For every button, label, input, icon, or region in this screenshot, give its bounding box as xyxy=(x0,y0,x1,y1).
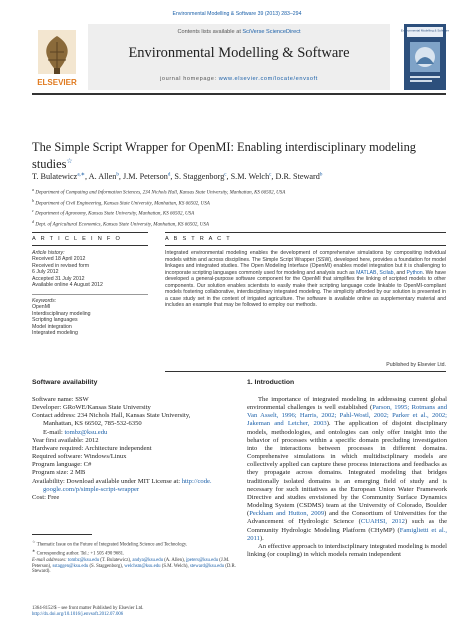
journal-header xyxy=(32,24,450,90)
elsevier-logo xyxy=(32,28,82,90)
citation-link[interactable]: Famiglietti et al., 2011 xyxy=(247,526,447,542)
journal-reference[interactable]: Environmental Modelling & Software 39 (2013) 283–294 xyxy=(172,11,302,17)
author: S.M. Welch$^c$, xyxy=(230,171,276,181)
keyword: OpenMI xyxy=(32,304,51,311)
keyword: Interdisciplinary modeling xyxy=(32,310,91,317)
author: S. Staggenborg$^c$, xyxy=(174,171,231,181)
keywords xyxy=(32,298,150,336)
contents-line: Contents lists available at SciVerse ScienceDirect xyxy=(177,29,301,35)
keywords-heading: Keywords: xyxy=(32,298,57,304)
keyword: Model integration xyxy=(32,323,72,330)
abstract-heading: A B S T R A C T xyxy=(165,236,232,242)
python-link[interactable]: Python xyxy=(406,269,423,276)
affiliation: $^c$ Department of Agronomy, Kansas State University, Manhattan, KS 66502, USA xyxy=(32,208,195,217)
header-rule xyxy=(32,93,446,95)
contact-email-link[interactable]: tombz@ksu.edu xyxy=(64,428,108,436)
article-title: The Simple Script Wrapper for OpenMI: Enabling interdisciplinary modeling studies☆ xyxy=(32,140,416,172)
intro-paragraph-1: The importance of integrated modeling in addressing current global environmental challenges is well established (Parson, 1995; Rotmans and Van Asselt, 1996; Harris, 2002; Pahl-Wostl, 2002; Parker et al., 2002; Jakeman and Letcher, 2003). The application of disjoint disciplinary models, methodologies, and ontologies can only offer insight into the behavior of processes within a specific domain precluding investigation into the interactions between processes in different domains. Comprehensive simulations in which multidisciplinary models are collectively applied can capture these process interactions and feedbacks as they propagate across domains. Integrated modeling that bridges traditionally isolated domains is an emerging field of study and is necessary for such initiatives as the European Union Water Framework Directive and studies envisioned by the Community Surface Dynamics Modeling System (CSDMS) team at the University of Colorado, Boulder (Peckham and Hutton, 2009) and the Consortium of Universities for the Advancement of Hydrologic Science (CUAHSI, 2012) such as the Community Hydrologic Modeling Platform (CHyMP) (Famiglietti et al., 2011). xyxy=(247,396,448,542)
download-link[interactable]: http://code. xyxy=(181,477,212,485)
citation-link[interactable]: Parson, 1995; Rotmans and Van Asselt, 1996; Harris, 2002; Pahl-Wostl, 2002; Parker et al., 2002; Jakeman and Letcher, 2003 xyxy=(247,404,447,428)
author: D.R. Steward$^b$ xyxy=(275,171,323,181)
publisher-wordmark: ELSEVIER xyxy=(37,78,77,87)
keyword: Scripting languages xyxy=(32,317,78,324)
affiliation: $^a$ Department of Computing and Information Sciences, 234 Nichols Hall, Kansas State University, Manhattan, KS 66502, USA xyxy=(32,187,286,196)
author: J.M. Peterson$^d$, xyxy=(123,171,175,181)
keywords-rule xyxy=(32,294,148,295)
footnote-rule xyxy=(32,534,92,535)
abstract-rule-2 xyxy=(165,245,446,246)
intro-paragraph-2: An effective approach to interdisciplinary integrated modeling is model linking (or coupling) in which models remain independent xyxy=(247,542,447,558)
affiliations xyxy=(32,186,446,229)
author: T. Bulatewicz$^{a,∗}$, xyxy=(32,171,89,181)
article-info-heading: A R T I C L E I N F O xyxy=(32,236,122,242)
author-list xyxy=(32,171,446,181)
author: A. Allen$^b$, xyxy=(88,171,123,181)
journal-title: Environmental Modelling & Software xyxy=(128,45,350,61)
sciencedirect-link[interactable]: SciVerse ScienceDirect xyxy=(242,29,301,35)
email-footnote: E-mail addresses: tombz@ksu.edu (T. Bulatewicz), andya@ksu.edu (A. Allen), jpeters@ksu.edu (J.M. Peterson), sstaggen@ksu.edu (S. Staggenborg), welchsm@ksu.edu (S.M. Welch), steward@ksu.edu (D.R. Steward). xyxy=(32,557,236,575)
copyright-line: Published by Elsevier Ltd. xyxy=(386,362,446,368)
abstract-body: Integrated environmental modeling enables the development of comprehensive simulations by compositing individual models within and across disciplines. The Simple Script Wrapper (SSW), developed here, provides a foundation for model linkages and integrated studies. The Open Modeling Interface (OpenMI) enables model integration but it is challenging to incorporate scripting languages commonly used for modeling and analysis such as MATLAB, Scilab, and Python. We have developed a general-purpose software component for the OpenMI that simplifies the linking of scripted models to other components. Our solution enables scientists to easily make their scripting language code linkable to OpenMI-compliant models fostering collaborative, interdisciplinary integrated modeling. The simplicity afforded by our solution is presented in a case study set in the context of irrigated agriculture. The software is available online as supplementary material and includes an example that may be followed to employ our methods. xyxy=(165,250,447,308)
citation-link[interactable]: Peckham and Hutton, 2009 xyxy=(249,510,325,518)
issn-line: 1364-8152/$ – see front matter Published by Elsevier Ltd. xyxy=(32,606,144,611)
doi-link[interactable]: http://dx.doi.org/10.1016/j.envsoft.2012.07.006 xyxy=(32,611,124,617)
issn-doi-block xyxy=(32,606,292,618)
introduction-body xyxy=(247,396,447,559)
homepage-line: journal homepage: www.elsevier.com/locate/envsoft xyxy=(160,76,318,82)
keyword: Integrated modeling xyxy=(32,330,78,337)
software-availability-block: Software name: SSW Developer: GRoWE/Kansas State University Contact address: 234 Nichols Hall, Kansas State University, Manhattan, KS 66502, 785-532-6350 E-mail: tombz@ksu.edu Year first available: 2012 Hardware required: Architecture independent Required software: Windows/Linux Program language: C# Program size: 2 MB Availability: Download available under MIT License at: http://code. google.com/p/simple-script-wrapper Cost: Free xyxy=(32,396,212,501)
affiliation: $^b$ Department of Civil Engineering, Kansas State University, Manhattan, KS 66502, USA xyxy=(32,197,210,207)
software-availability-heading: Software availability xyxy=(32,379,98,386)
title-footnote-mark[interactable]: ☆ xyxy=(66,157,73,165)
footnote: ∗ Corresponding author. Tel.: +1 505 490 9681. xyxy=(32,548,125,557)
article-info-rule xyxy=(32,232,148,233)
citation-link[interactable]: CUAHSI, 2012 xyxy=(360,518,405,526)
footnote: ☆ Thematic Issue on the Future of Integrated Modeling Science and Technology. xyxy=(32,539,188,548)
matlab-link[interactable]: MATLAB xyxy=(356,269,377,276)
journal-cover-thumbnail xyxy=(400,24,450,90)
scilab-link[interactable]: Scilab xyxy=(379,269,394,276)
download-link-cont[interactable]: google.com/p/simple-script-wrapper xyxy=(43,485,140,493)
introduction-heading: 1. Introduction xyxy=(247,379,295,386)
affiliation: $^d$ Dept. of Agricultural Economics, Kansas State University, Manhattan, KS 66502, USA xyxy=(32,218,209,228)
homepage-link[interactable]: www.elsevier.com/locate/envsoft xyxy=(218,76,318,82)
journal-banner xyxy=(88,24,390,90)
article-info-rule-2 xyxy=(32,245,148,246)
abstract-rule xyxy=(165,232,446,233)
cover-title: Environmental Modelling & Software xyxy=(400,28,450,33)
footnotes xyxy=(32,539,242,575)
article-history: Article history: Received 18 April 2012 Received in revised form 6 July 2012 Accepted 31 July 2012 Available online 4 August 2012 xyxy=(32,250,103,289)
abstract-rule-3 xyxy=(165,371,446,372)
